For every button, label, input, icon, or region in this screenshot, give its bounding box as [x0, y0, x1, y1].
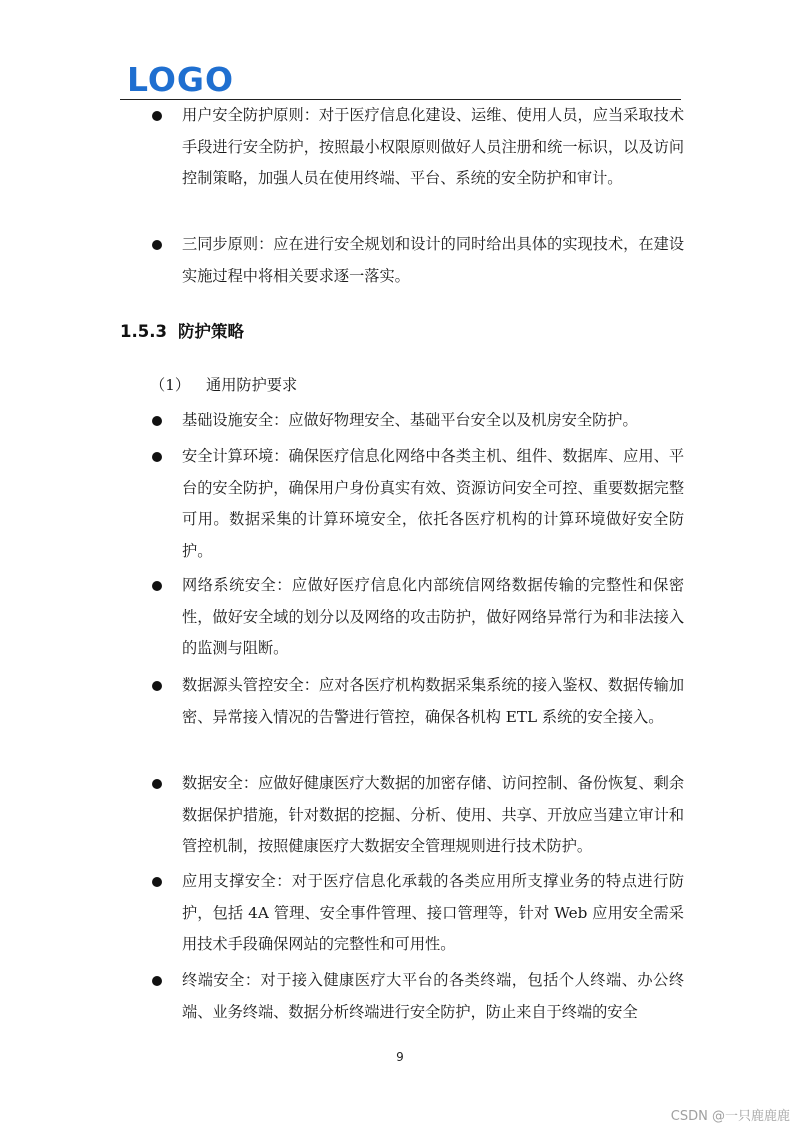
bullet-icon: [152, 877, 162, 887]
subsection-heading: [150, 371, 297, 399]
list-item-text: 基础设施安全：应做好物理安全、基础平台安全以及机房安全防护。: [182, 411, 638, 429]
list-item-text: 安全计算环境：确保医疗信息化网络中各类主机、组件、数据库、应用、平台的安全防护，确保用户身份真实有效、资源访问安全可控、重要数据完整可用。数据采集的计算环境安全，依托各医疗机构的计算环境做好安全防护。: [182, 447, 684, 560]
page-number: 9: [396, 1050, 404, 1064]
list-item-text: 数据安全：应做好健康医疗大数据的加密存储、访问控制、备份恢复、剩余数据保护措施，针对数据的挖掘、分析、使用、共享、开放应当建立审计和管控机制，按照健康医疗大数据安全管理规则进行技术防护。: [182, 774, 684, 855]
list-item: [152, 670, 684, 733]
list-item: [152, 866, 684, 961]
list-item-text: 三同步原则：应在进行安全规划和设计的同时给出具体的实现技术，在建设实施过程中将相关要求逐一落实。: [182, 235, 684, 285]
subsection-index: （1）: [150, 376, 191, 394]
list-item-text: 用户安全防护原则：对于医疗信息化建设、运维、使用人员，应当采取技术手段进行安全防护，按照最小权限原则做好人员注册和统一标识，以及访问控制策略，加强人员在使用终端、平台、系统的安全防护和审计。: [182, 106, 684, 187]
section-number: 1.5.3: [120, 322, 167, 341]
section-title: 防护策略: [178, 322, 244, 341]
list-item: [152, 570, 684, 665]
list-item: [152, 405, 684, 437]
bullet-icon: [152, 240, 162, 250]
list-item-text: 网络系统安全：应做好医疗信息化内部统信网络数据传输的完整性和保密性，做好安全域的划分以及网络的攻击防护，做好网络异常行为和非法接入的监测与阻断。: [182, 576, 684, 657]
list-item: [152, 229, 684, 292]
bullet-icon: [152, 416, 162, 426]
list-item-text: 数据源头管控安全：应对各医疗机构数据采集系统的接入鉴权、数据传输加密、异常接入情况的告警进行管控，确保各机构 ETL 系统的安全接入。: [182, 676, 684, 726]
bullet-icon: [152, 976, 162, 986]
bullet-icon: [152, 779, 162, 789]
list-item: [152, 965, 684, 1028]
logo: LOGO: [127, 60, 235, 99]
watermark: CSDN @一只鹿鹿鹿: [670, 1109, 790, 1124]
list-item: [152, 441, 684, 567]
section-heading: [120, 318, 244, 346]
bullet-icon: [152, 681, 162, 691]
list-item: [152, 768, 684, 863]
list-item-text: 应用支撑安全：对于医疗信息化承载的各类应用所支撑业务的特点进行防护，包括 4A 管理、安全事件管理、接口管理等，针对 Web 应用安全需采用技术手段确保网站的完整性和可用性。: [182, 872, 684, 953]
bullet-icon: [152, 581, 162, 591]
list-item: [152, 100, 684, 195]
bullet-icon: [152, 452, 162, 462]
list-item-text: 终端安全：对于接入健康医疗大平台的各类终端，包括个人终端、办公终端、业务终端、数据分析终端进行安全防护，防止来自于终端的安全: [182, 971, 684, 1021]
subsection-title: 通用防护要求: [206, 376, 298, 394]
bullet-icon: [152, 111, 162, 121]
